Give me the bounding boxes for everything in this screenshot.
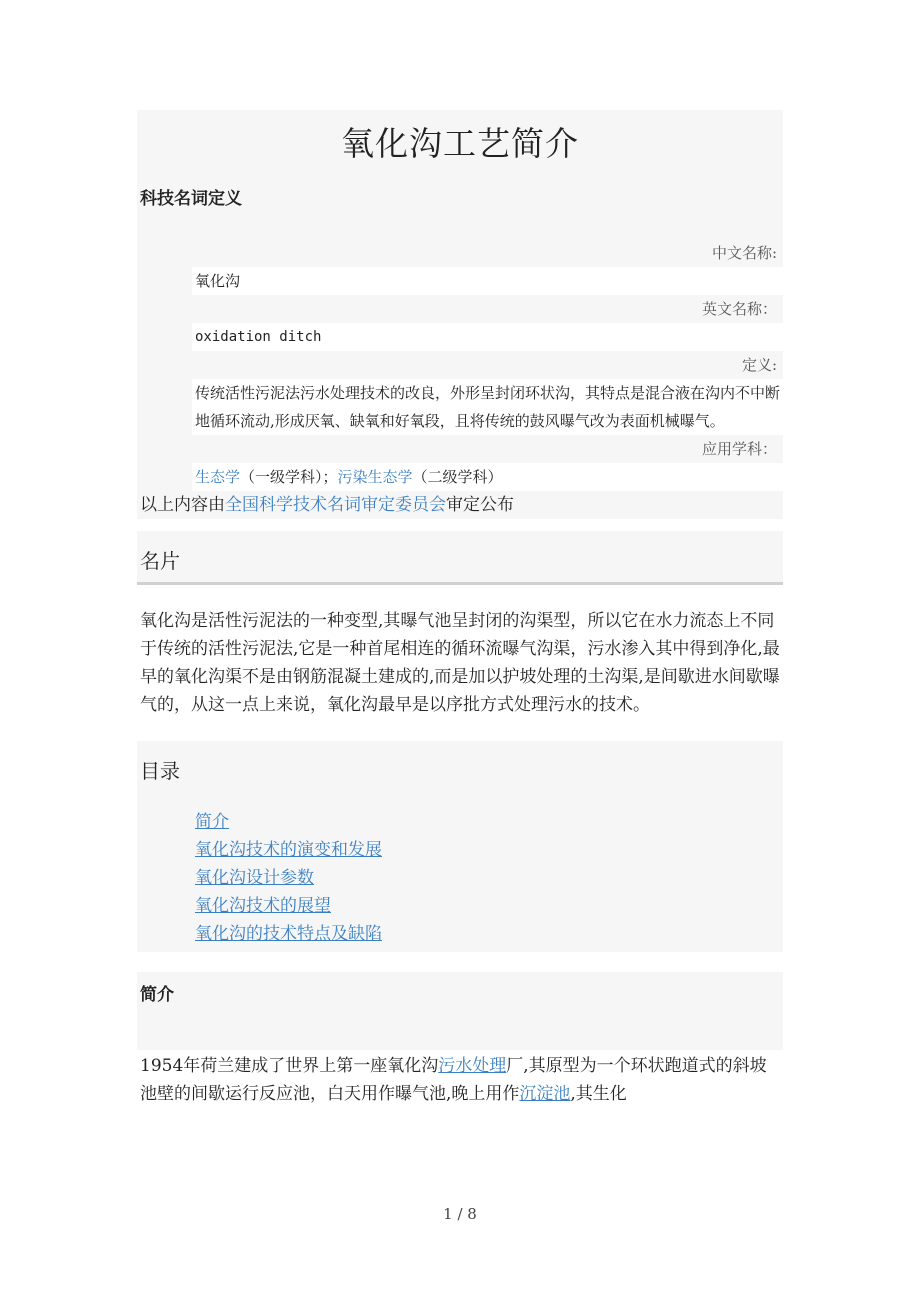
toc-item <box>195 864 783 892</box>
definition-label: 定义: <box>741 356 777 374</box>
toc-item <box>195 808 783 836</box>
intro-text-1: 1954年荷兰建成了世界上第一座氧化沟 <box>140 1056 439 1076</box>
toc-item <box>195 892 783 920</box>
toc-link-design-params[interactable]: 氧化沟设计参数 <box>195 868 314 888</box>
chinese-name-row <box>137 267 783 295</box>
definition-heading: 科技名词定义 <box>140 189 242 209</box>
card-section-header <box>137 531 783 582</box>
pollution-ecology-link[interactable]: 污染生态学 <box>337 468 413 486</box>
credit-line <box>137 491 783 519</box>
chinese-name-value: 氧化沟 <box>195 272 241 290</box>
toc-list <box>137 800 783 948</box>
title-block <box>137 110 783 172</box>
toc-link-evolution[interactable]: 氧化沟技术的演变和发展 <box>195 840 382 860</box>
card-heading: 名片 <box>140 549 180 573</box>
definition-value: 传统活性污泥法污水处理技术的改良，外形呈封闭环状沟，其特点是混合液在沟内不中断地循环流动,形成厌氧、缺氧和好氧段，且将传统的鼓风曝气改为表面机械曝气。 <box>195 384 781 430</box>
ecology-suffix: （一级学科）； <box>240 468 338 486</box>
toc-link-outlook[interactable]: 氧化沟技术的展望 <box>195 896 331 916</box>
toc-link-intro[interactable]: 简介 <box>195 812 229 832</box>
toc-item <box>195 920 783 948</box>
subject-label: 应用学科： <box>701 440 777 458</box>
credit-suffix: 审定公布 <box>446 495 514 515</box>
definition-section <box>137 172 783 519</box>
subject-row <box>137 463 783 491</box>
card-paragraph: 氧化沟是活性污泥法的一种变型,其曝气池呈封闭的沟渠型，所以它在水力流态上不同于传统的活性污泥法,它是一种首尾相连的循环流曝气沟渠，污水渗入其中得到净化,最早的氧化沟渠不是由钢筋混凝土建成的,而是加以护坡处理的土沟渠,是间歇进水间歇曝气的，从这一点上来说，氧化沟最早是以序批方式处理污水的技术。 <box>140 611 780 715</box>
pollution-ecology-suffix: （二级学科） <box>412 468 503 486</box>
committee-link[interactable]: 全国科学技术名词审定委员会 <box>225 495 446 515</box>
definition-row <box>137 379 783 435</box>
sedimentation-tank-link[interactable]: 沉淀池 <box>519 1084 571 1104</box>
credit-prefix: 以上内容由 <box>140 495 225 515</box>
english-name-row <box>137 323 783 351</box>
toc-item <box>195 836 783 864</box>
page-title: 氧化沟工艺简介 <box>341 123 579 163</box>
chinese-name-label: 中文名称: <box>711 244 777 262</box>
intro-text-2: 厂,其原型为一个环状跑道式的斜坡池壁的间歇运行反应池，白天用作曝气池,晚上用作 <box>140 1056 767 1104</box>
intro-section-header <box>137 972 783 1050</box>
ecology-link[interactable]: 生态学 <box>195 468 241 486</box>
intro-heading: 简介 <box>140 985 174 1005</box>
intro-paragraph <box>137 1050 783 1108</box>
sewage-treatment-link[interactable]: 污水处理 <box>438 1056 507 1076</box>
intro-text-3: ,其生化 <box>570 1084 627 1104</box>
toc-heading: 目录 <box>140 759 180 783</box>
toc-section <box>137 741 783 952</box>
page-number: 1 / 8 <box>443 1205 477 1223</box>
document-content <box>137 110 783 1108</box>
english-name-value: oxidation ditch <box>195 329 322 345</box>
subject-value <box>192 463 783 491</box>
english-name-label: 英文名称： <box>701 300 777 318</box>
toc-link-features[interactable]: 氧化沟的技术特点及缺陷 <box>195 924 382 944</box>
